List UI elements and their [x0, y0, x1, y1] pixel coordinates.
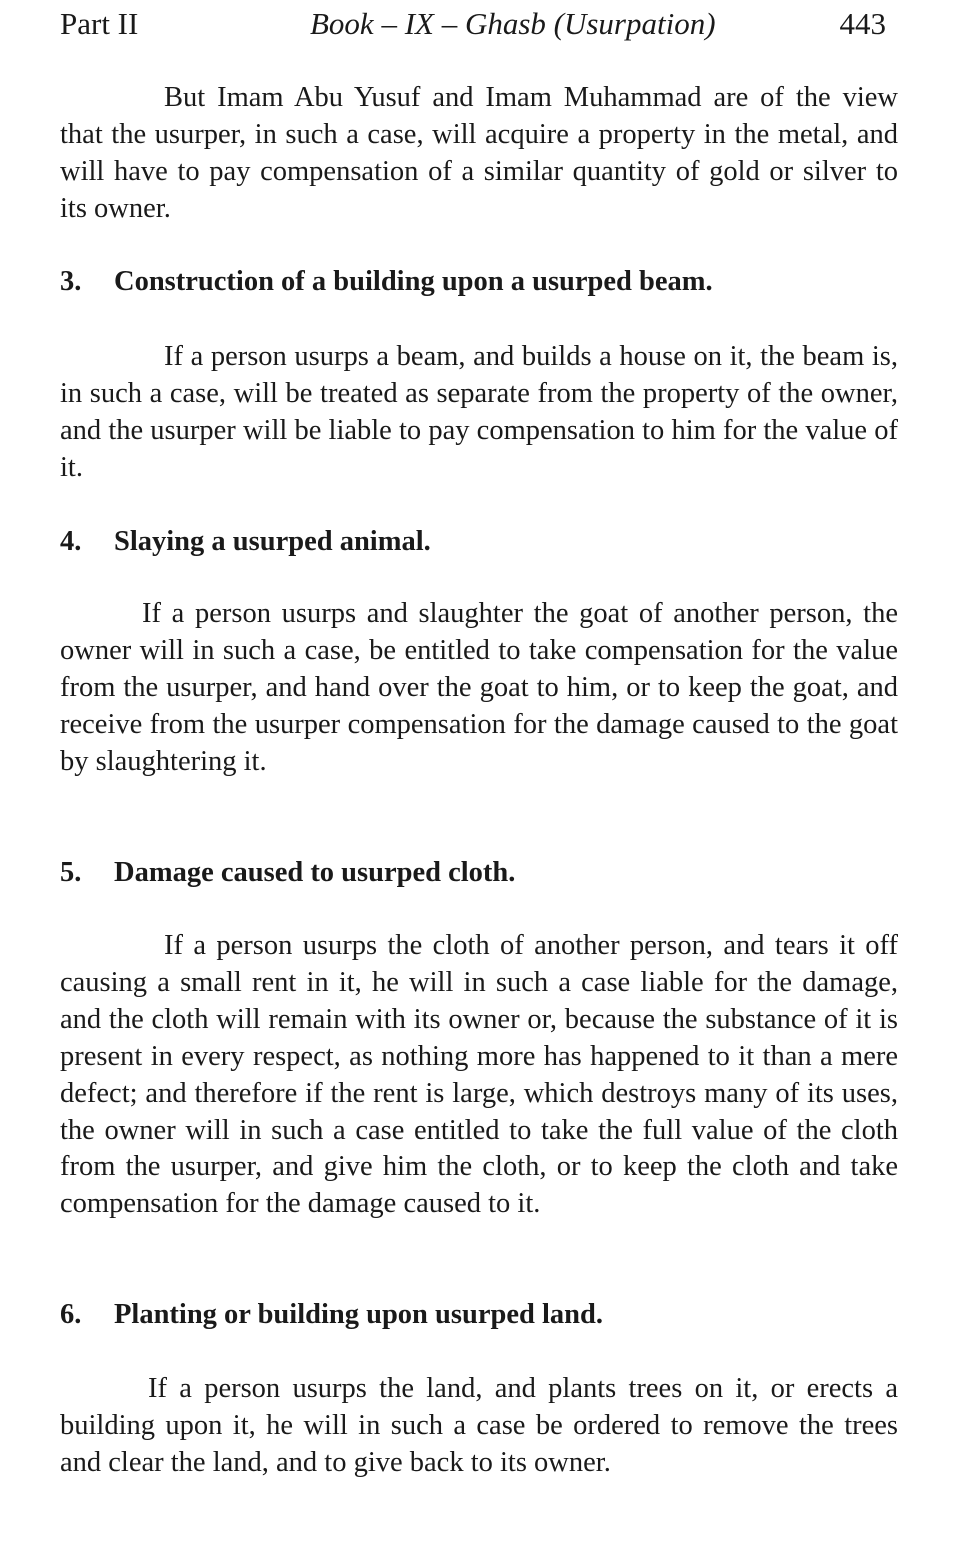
running-header [60, 2, 886, 46]
paragraph-intro: But Imam Abu Yusuf and Imam Muhammad are of the view that the usurper, in such a case, will acquire a property in the metal, and will have to pay compensation of a similar quantity of gold or silver to its owner. [60, 82, 898, 224]
section-number: 4. [60, 526, 82, 557]
part-label: Part II [60, 6, 139, 41]
section-5-text: If a person usurps the cloth of another person, and tears it off causing a small rent in it, he will in such a case liable for the damage, and the cloth will remain with its owner or, because the substance of it is present in every respect, as nothing more has happened to it than a mere defect; and therefore if the rent is large, which destroys many of its uses, the owner will in such a case entitled to take the full value of the cloth from the usurper, and give him the cloth, or to keep the cloth and take compensation for the damage caused to it. [60, 930, 898, 1220]
section-number: 5. [60, 857, 82, 888]
page-number: 443 [839, 6, 886, 41]
book-title: Book – IX – Ghasb (Usurpation) [310, 6, 716, 41]
section-title: Slaying a usurped animal. [114, 526, 431, 557]
section-heading-5 [60, 855, 898, 891]
section-title: Construction of a building upon a usurped beam. [114, 266, 713, 297]
section-number: 3. [60, 266, 82, 297]
section-title: Planting or building upon usurped land. [114, 1299, 603, 1330]
section-number: 6. [60, 1299, 82, 1330]
section-heading-6 [60, 1297, 898, 1333]
section-6-text: If a person usurps the land, and plants trees on it, or erects a building upon it, he will in such a case be ordered to remove the trees and clear the land, and to give back to its owner. [60, 1373, 898, 1478]
section-4-text: If a person usurps and slaughter the goat of another person, the owner will in such a case, be entitled to take compensation for the value from the usurper, and hand over the goat to him, or to keep the goat, and receive from the usurper compensation for the damage caused to the goat by slaughtering it. [60, 598, 898, 777]
section-heading-3 [60, 264, 898, 300]
section-heading-4 [60, 524, 898, 560]
section-3-text: If a person usurps a beam, and builds a house on it, the beam is, in such a case, will be treated as separate from the property of the owner, and the usurper will be liable to pay compensation to him for the value of it. [60, 341, 898, 483]
section-title: Damage caused to usurped cloth. [114, 857, 516, 888]
